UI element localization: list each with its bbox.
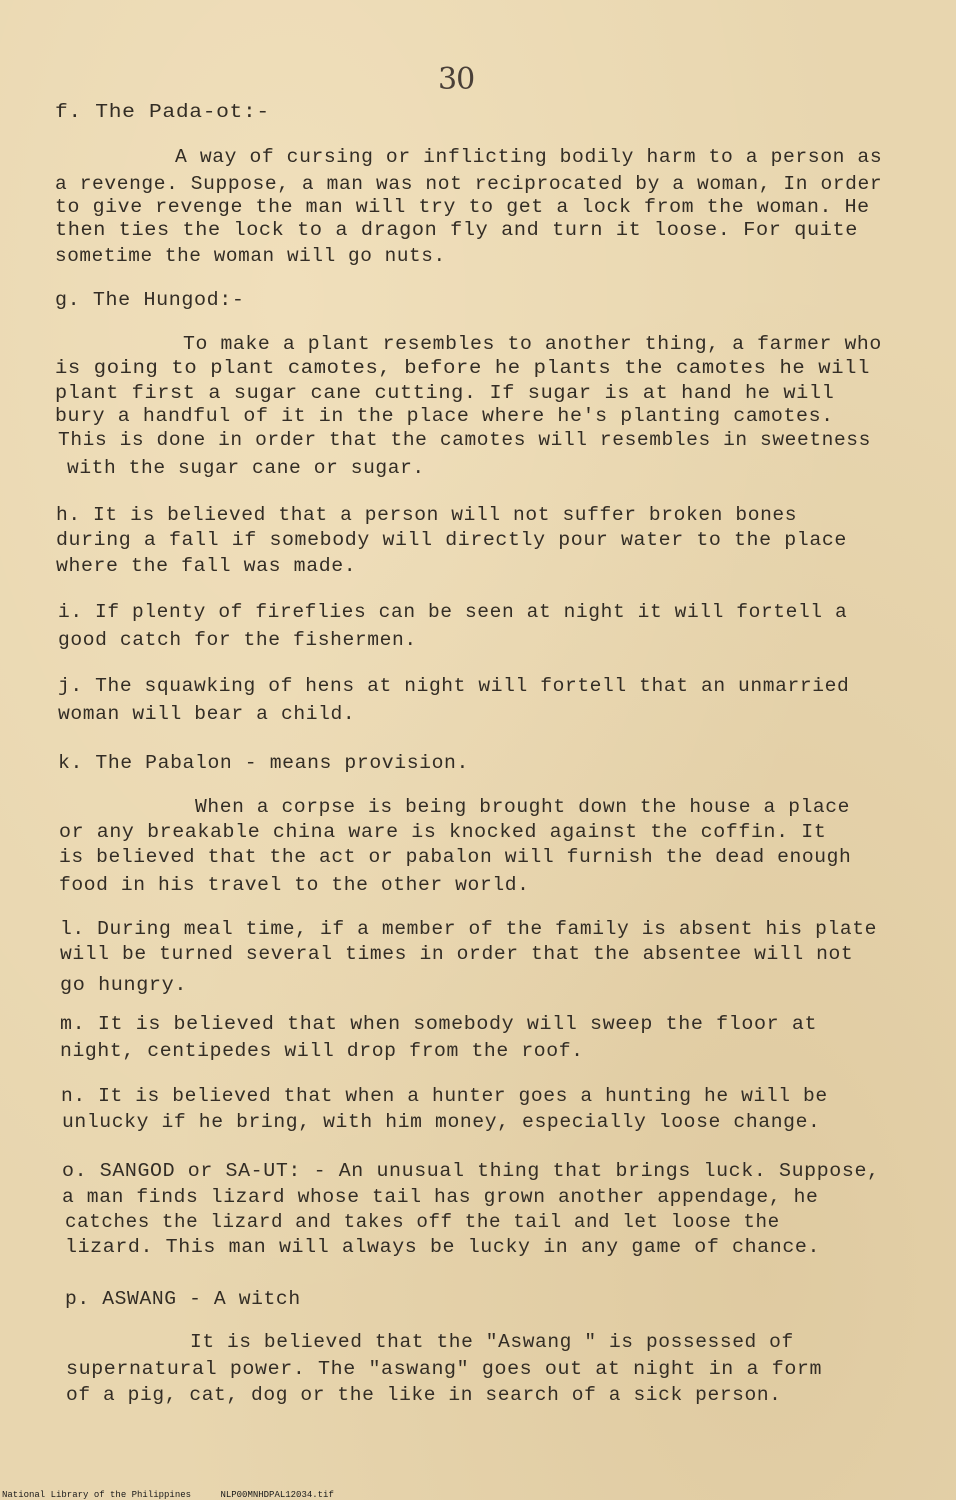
text-line: m. It is believed that when somebody will sweep the floor at — [60, 1013, 818, 1035]
footer-institution: National Library of the Philippines — [2, 1490, 192, 1500]
text-line: woman will bear a child. — [58, 703, 356, 725]
scan-footer — [2, 1490, 358, 1500]
text-line: plant first a sugar cane cutting. If sugar is at hand he will — [55, 382, 835, 404]
text-line: i. If plenty of fireflies can be seen at night it will fortell a — [58, 601, 848, 623]
text-line: is going to plant camotes, before he plants the camotes he will — [55, 357, 871, 379]
text-line: where the fall was made. — [56, 555, 357, 577]
heading-pada-ot: f. The Pada-ot:- — [55, 101, 270, 123]
text-line: l. During meal time, if a member of the family is absent his plate — [60, 918, 877, 940]
text-line: To make a plant resembles to another thing, a farmer who — [183, 333, 882, 355]
text-line: night, centipedes will drop from the roof. — [60, 1040, 584, 1062]
text-line: a man finds lizard whose tail has grown another appendage, he — [62, 1186, 819, 1208]
text-line: to give revenge the man will try to get a lock from the woman. He — [55, 196, 870, 218]
text-line: A way of cursing or inflicting bodily harm to a person as — [175, 146, 883, 168]
text-line: sometime the woman will go nuts. — [55, 245, 446, 267]
text-line: a revenge. Suppose, a man was not reciprocated by a woman, In order — [55, 173, 883, 195]
text-line: catches the lizard and takes off the tail and let loose the — [65, 1211, 780, 1233]
text-line: bury a handful of it in the place where he's planting camotes. — [55, 405, 834, 427]
text-line: is believed that the act or pabalon will furnish the dead enough — [59, 846, 852, 868]
text-line: o. SANGOD or SA-UT: - An unusual thing that brings luck. Suppose, — [62, 1160, 880, 1182]
text-line: j. The squawking of hens at night will fortell that an unmarried — [58, 675, 850, 697]
text-line: When a corpse is being brought down the house a place — [195, 796, 851, 818]
text-line: good catch for the fishermen. — [58, 629, 417, 651]
heading-aswang: p. ASWANG - A witch — [65, 1288, 301, 1310]
text-line: h. It is believed that a person will not suffer broken bones — [56, 504, 798, 526]
text-line: with the sugar cane or sugar. — [67, 457, 425, 479]
text-line: will be turned several times in order that the absentee will not — [60, 943, 854, 965]
text-line: This is done in order that the camotes will resembles in sweetness — [58, 429, 871, 451]
heading-hungod: g. The Hungod:- — [55, 289, 245, 311]
text-line: lizard. This man will always be lucky in any game of chance. — [65, 1236, 821, 1258]
text-line: then ties the lock to a dragon fly and turn it loose. For quite — [55, 219, 859, 241]
text-line: of a pig, cat, dog or the like in search of a sick person. — [66, 1384, 782, 1406]
text-line: n. It is believed that when a hunter goes a hunting he will be — [61, 1085, 828, 1107]
text-line: It is believed that the "Aswang " is possessed of — [190, 1331, 794, 1353]
text-line: or any breakable china ware is knocked against the coffin. It — [59, 821, 827, 843]
footer-file-name: NLP00MNHDPAL12034.tif — [220, 1490, 334, 1500]
text-line: go hungry. — [60, 974, 188, 996]
text-line: during a fall if somebody will directly pour water to the place — [56, 529, 847, 551]
text-line: supernatural power. The "aswang" goes out at night in a form — [66, 1358, 823, 1380]
text-line: unlucky if he bring, with him money, especially loose change. — [62, 1111, 821, 1133]
text-line: food in his travel to the other world. — [59, 874, 530, 896]
page-number: 30 — [438, 62, 475, 97]
heading-pabalon: k. The Pabalon - means provision. — [58, 752, 469, 774]
